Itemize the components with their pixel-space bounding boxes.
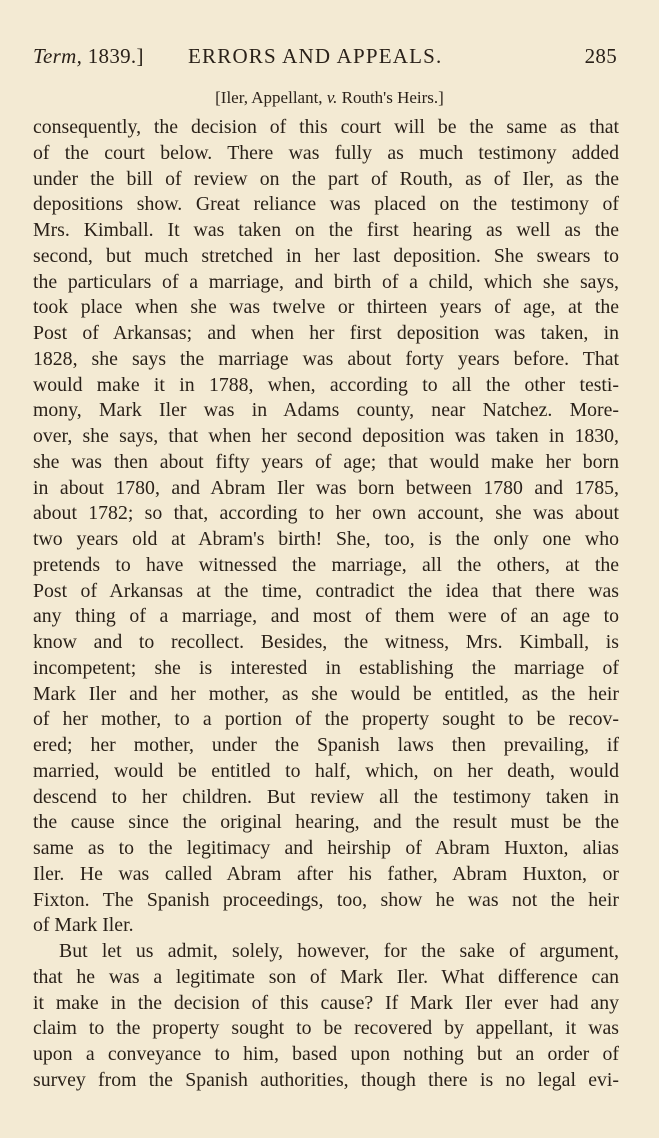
page-number: 285: [584, 44, 617, 68]
text-line: second, but much stretched in her last deposition. She swears to: [33, 244, 619, 267]
text-line: of Mark Iler.: [33, 914, 134, 937]
case-title: [0, 88, 659, 108]
text-line: of the court below. There was fully as much testimony added: [33, 141, 619, 164]
text-line: married, would be entitled to half, which, on her death, would: [33, 759, 619, 782]
text-line: that he was a legitimate son of Mark Iler. What difference can: [33, 965, 619, 988]
text-line: Iler. He was called Abram after his father, Abram Huxton, or: [33, 862, 619, 885]
running-head: [33, 44, 617, 74]
case-title-prefix: [Iler, Appellant,: [215, 88, 327, 107]
text-line: know and to recollect. Besides, the witness, Mrs. Kimball, is: [33, 631, 619, 653]
text-line: in about 1780, and Abram Iler was born between 1780 and 1785,: [33, 476, 619, 499]
text-line: the cause since the original hearing, and the result must be the: [33, 811, 619, 834]
text-line: But let us admit, solely, however, for the sake of argument,: [59, 940, 619, 962]
text-line: incompetent; she is interested in establishing the marriage of: [33, 656, 619, 679]
text-line: Mark Iler and her mother, as she would be entitled, as the heir: [33, 682, 619, 705]
running-head-title: ERRORS AND APPEALS.: [188, 44, 443, 68]
text-line: it make in the decision of this cause? If Mark Iler ever had any: [33, 991, 619, 1014]
text-line: Post of Arkansas; and when her first deposition was taken, in: [33, 322, 619, 344]
text-line: the particulars of a marriage, and birth of a child, which she says,: [33, 270, 619, 293]
case-title-versus: v.: [326, 88, 338, 107]
text-line: took place when she was twelve or thirteen years of age, at the: [33, 296, 619, 319]
text-line: descend to her children. But review all the testimony taken in: [33, 785, 619, 808]
text-line: of her mother, to a portion of the property sought to be recov-: [33, 708, 619, 731]
text-line: she was then about fifty years of age; that would make her born: [33, 450, 619, 473]
text-line: ered; her mother, under the Spanish laws then prevailing, if: [33, 734, 619, 756]
text-line: 1828, she says the marriage was about forty years before. That: [33, 347, 619, 370]
text-line: survey from the Spanish authorities, though there is no legal evi-: [33, 1068, 619, 1091]
text-line: same as to the legitimacy and heirship of Abram Huxton, alias: [33, 837, 619, 859]
text-line: Fixton. The Spanish proceedings, too, show he was not the heir: [33, 888, 619, 911]
text-line: Post of Arkansas at the time, contradict the idea that there was: [33, 579, 619, 602]
text-line: mony, Mark Iler was in Adams county, near Natchez. More-: [33, 399, 619, 422]
text-line: Mrs. Kimball. It was taken on the first hearing as well as the: [33, 219, 619, 241]
text-line: over, she says, that when her second deposition was taken in 1830,: [33, 425, 619, 447]
text-line: two years old at Abram's birth! She, too, is the only one who: [33, 528, 619, 550]
body-text: [33, 115, 619, 1094]
text-line: would make it in 1788, when, according to all the other testi-: [33, 373, 619, 396]
term-italic: Term,: [33, 44, 83, 68]
text-line: about 1782; so that, according to her own account, she was about: [33, 502, 619, 525]
text-line: under the bill of review on the part of Routh, as of Iler, as the: [33, 167, 619, 190]
case-title-suffix: Routh's Heirs.]: [337, 88, 444, 107]
text-line: any thing of a marriage, and most of them were of an age to: [33, 605, 619, 628]
text-line: depositions show. Great reliance was placed on the testimony of: [33, 193, 619, 216]
text-line: consequently, the decision of this court will be the same as that: [33, 116, 619, 138]
term-label: [33, 44, 144, 69]
text-line: claim to the property sought to be recovered by appellant, it was: [33, 1017, 619, 1040]
text-line: pretends to have witnessed the marriage, all the others, at the: [33, 553, 619, 576]
text-line: upon a conveyance to him, based upon nothing but an order of: [33, 1043, 619, 1065]
term-year: 1839.]: [82, 44, 144, 68]
